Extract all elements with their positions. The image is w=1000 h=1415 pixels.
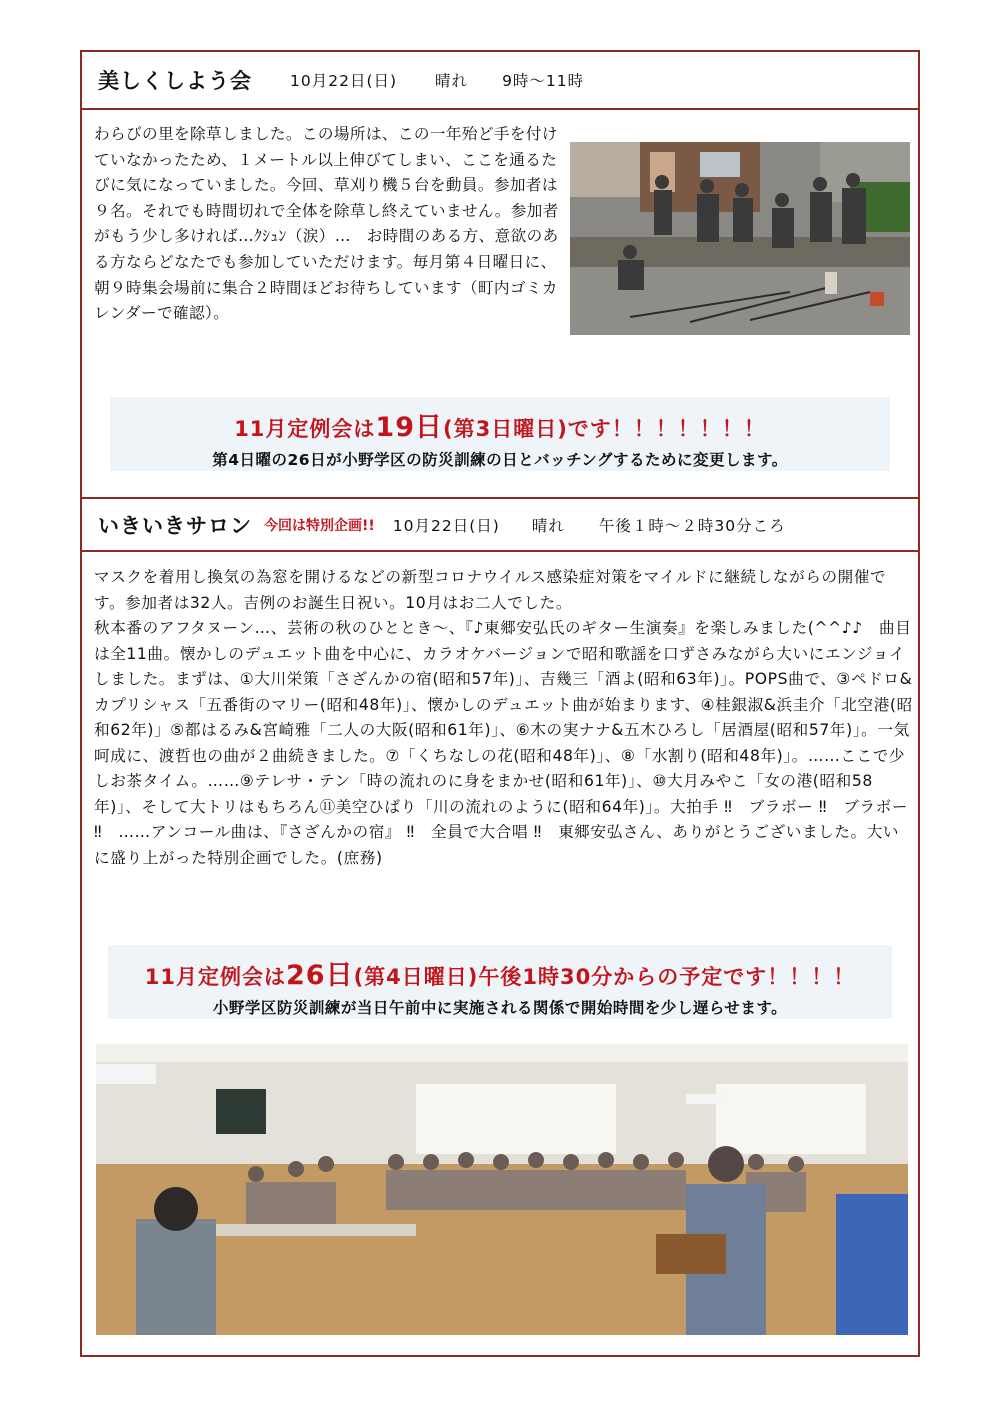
- newsletter-frame: [80, 50, 920, 1357]
- section2-special: 今回は特別企画!!: [264, 517, 375, 534]
- section1-time: 9時～11時: [502, 72, 585, 90]
- notice2-head-pre: 11月定例会は: [144, 965, 286, 989]
- notice2-sub: 小野学区防災訓練が当日午前中に実施される関係で開始時間を少し遅らせます。: [212, 999, 788, 1017]
- notice1-head-big: 19日: [375, 412, 443, 443]
- section2-time: 午後１時～２時30分ころ: [598, 516, 786, 535]
- notice2-head-post: (第4日曜日)午後1時30分からの予定です！！！！: [353, 965, 856, 989]
- group-photo-weeding: [570, 142, 910, 335]
- salon-panorama-photo: [96, 1044, 908, 1335]
- notice1-head-post: (第3日曜日)です！！！！！！！: [443, 417, 766, 441]
- notice1-heading: [110, 405, 890, 444]
- section1-header: [82, 52, 918, 110]
- notice1-banner: [110, 397, 890, 471]
- section2-title: いきいきサロン: [98, 513, 252, 538]
- section2-weather: 晴れ: [531, 516, 565, 535]
- notice1-head-pre: 11月定例会は: [234, 417, 376, 441]
- notice2-heading: [108, 953, 892, 992]
- section1-body: わらびの里を除草しました。この場所は、この一年殆ど手を付けていなかったため、１メートル以上伸びてしまい、ここを通るたびに気になっていました。今回、草刈り機５台を動員。参加者は９名。それでも時間切れで全体を除草し終えていません。参加者がもう少し多ければ…ｸｼｭﾝ（涙）… お時間のある方、意欲のある方ならどなたでも参加していただけます。毎月第４日曜日に、朝９時集会場前に集合２時間ほどお待ちしています（町内ゴミカレンダーで確認）。: [94, 125, 559, 323]
- notice1-sub: 第4日曜の26日が小野学区の防災訓練の日とバッチングするために変更します。: [212, 451, 788, 469]
- section1-weather: 晴れ: [435, 72, 469, 90]
- section1-date: 10月22日(日): [290, 72, 398, 90]
- section2-date: 10月22日(日): [392, 516, 500, 535]
- notice2-banner: [108, 945, 892, 1019]
- section2-header: [82, 497, 918, 552]
- notice2-head-big: 26日: [286, 960, 354, 991]
- section2-body: マスクを着用し換気の為窓を開けるなどの新型コロナウイルス感染症対策をマイルドに継続しながらの開催です。参加者は32人。吉例のお誕生日祝い。10月はお二人でした。 秋本番のアフタヌーン…、芸術の秋のひととき～、『♪東郷安弘氏のギター生演奏』を楽しみました(^^♪♪ 曲目は全11曲。懐かしのデュエット曲を中心に、カラオケバージョンで昭和歌謡を口ずさみながら大いにエンジョイしました。まずは、①大川栄策「さざんかの宿(昭和57年)」、吉幾三「酒よ(昭和63年)」。POPS曲で、③ペドロ&カプリシャス「五番街のマリー(昭和48年)」、懐かしのデュエット曲が始まります、④桂銀淑&浜圭介「北空港(昭和62年)」⑤都はるみ&宮崎雅「二人の大阪(昭和61年)」、⑥木の実ナナ&五木ひろし「居酒屋(昭和57年)」。一気呵成に、渡哲也の曲が２曲続きました。⑦「くちなしの花(昭和48年)」、⑧「水割り(昭和48年)」。……ここで少しお茶タイム。……⑨テレサ・テン「時の流れのに身をまかせ(昭和61年)」、⑩大月みやこ「女の港(昭和58年)」、そして大トリはもちろん⑪美空ひばり「川の流れのように(昭和64年)」。大拍手 ‼ ブラボー ‼ ブラボー ‼ ……アンコール曲は、『さざんかの宿』 ‼ 全員で大合唱 ‼ 東郷安弘さん、ありがとうございました。大いに盛り上がった特別企画でした。(庶務): [94, 568, 913, 867]
- section1-title: 美しくしよう会: [98, 69, 252, 93]
